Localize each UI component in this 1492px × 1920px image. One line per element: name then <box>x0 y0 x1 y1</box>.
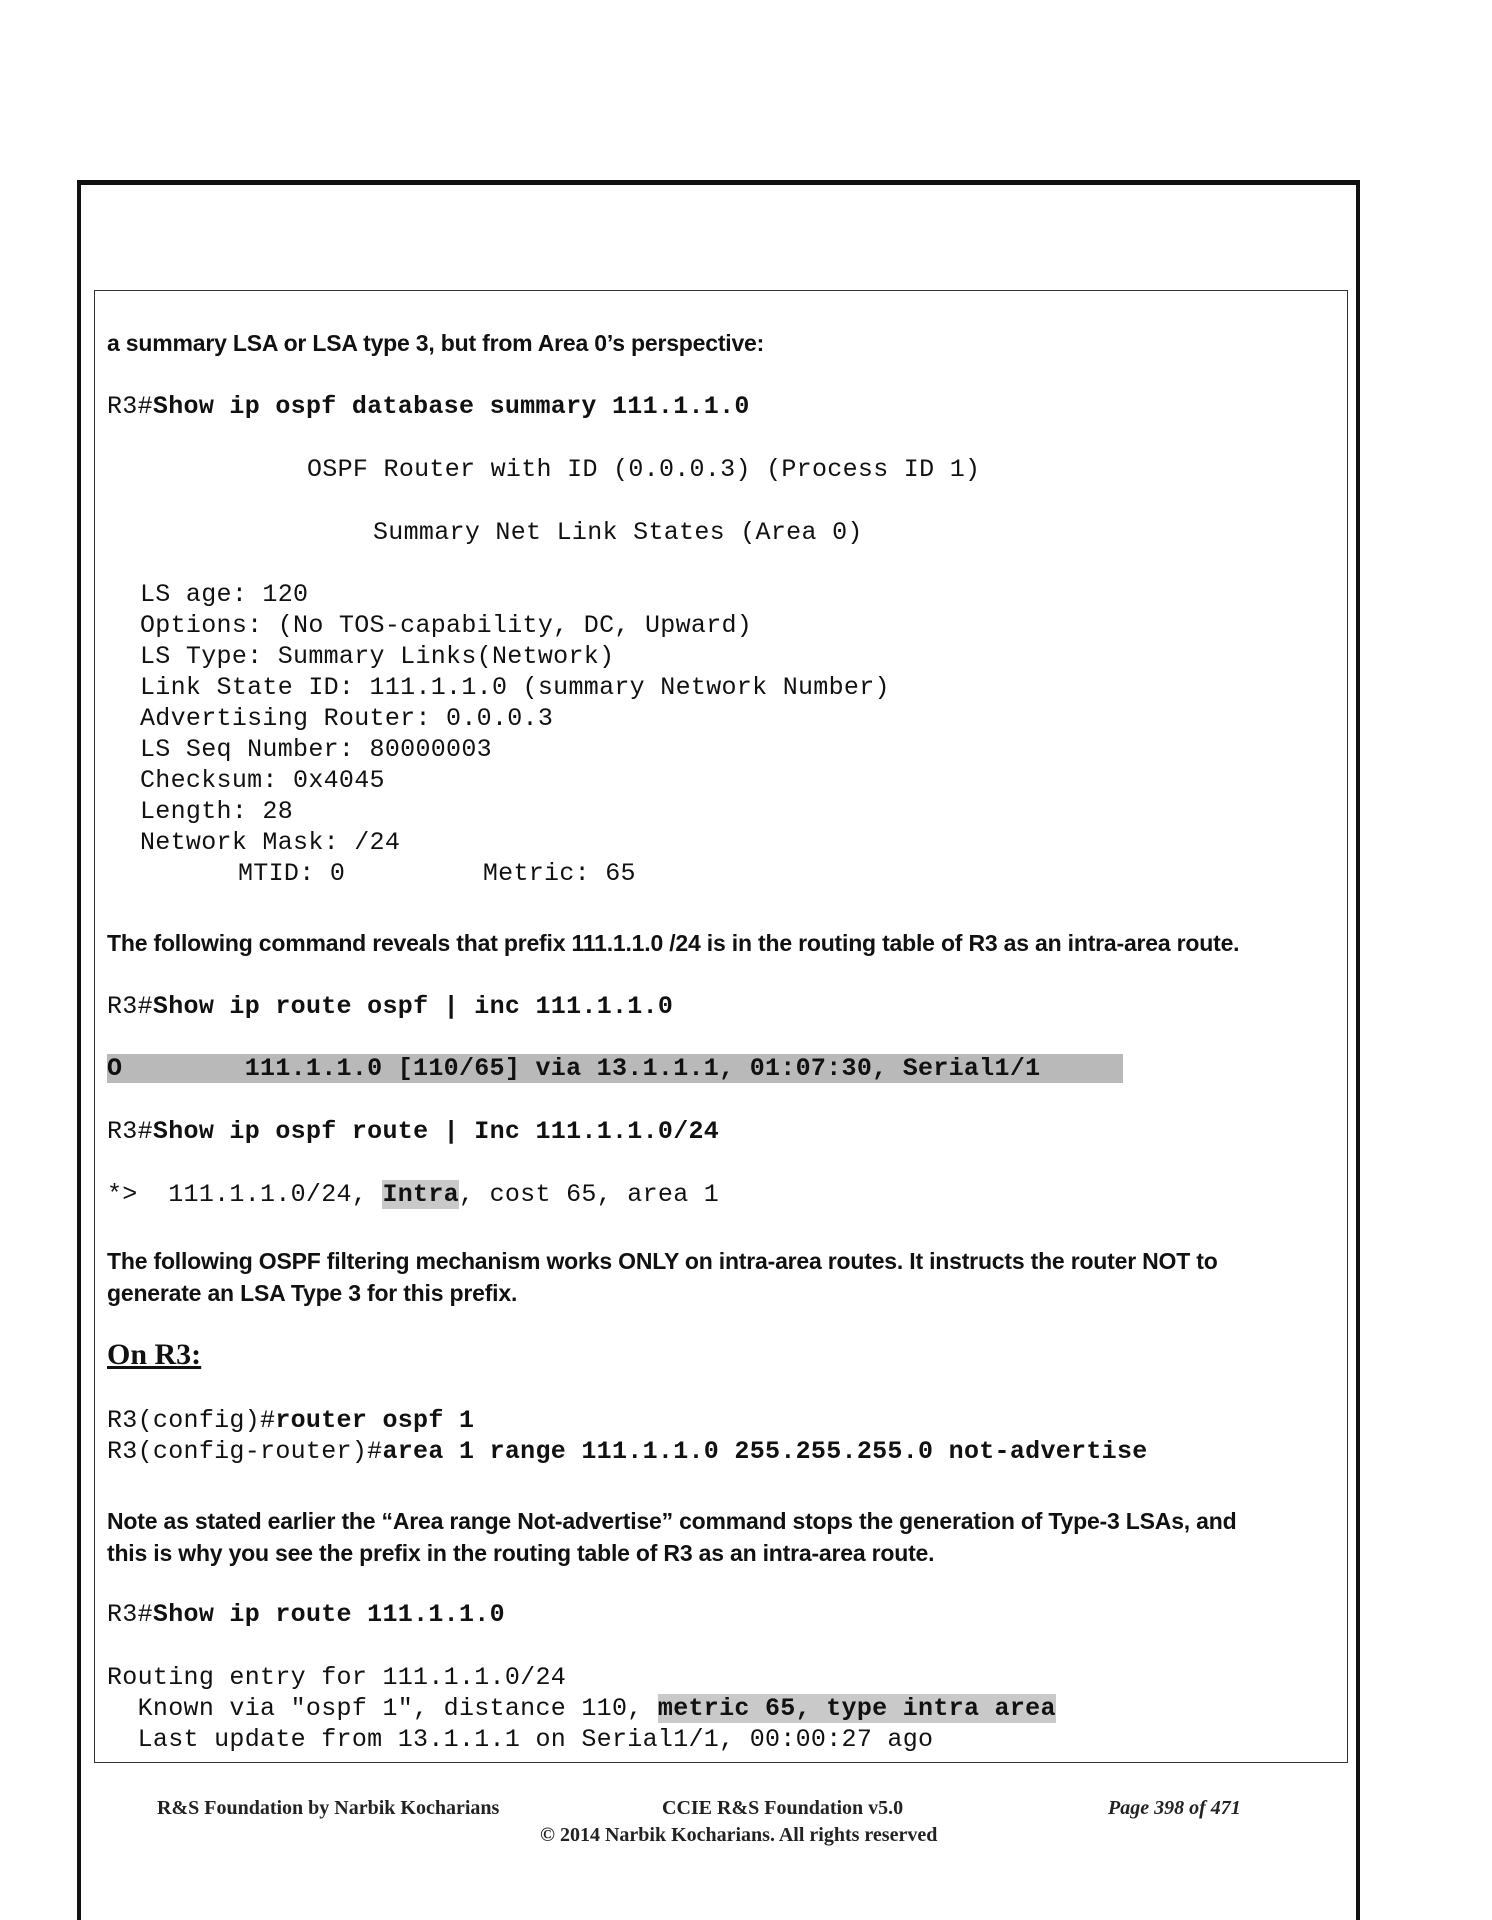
lsa-field: Checksum: 0x4045 <box>140 766 385 795</box>
paragraph-intra-area: The following command reveals that prefix 111.1.1.0 /24 is in the routing table of R3 as an intra-area route. <box>107 930 1240 956</box>
route-type-highlight: Intra <box>382 1180 459 1209</box>
command-text: Show ip ospf database summary 111.1.1.0 <box>152 392 750 421</box>
metric-type-highlight: metric 65, type intra area <box>657 1694 1056 1723</box>
prompt: R3# <box>107 392 153 421</box>
footer-title: CCIE R&S Foundation v5.0 <box>662 1797 904 1819</box>
route-prefix: *> 111.1.1.0/24, <box>107 1180 383 1209</box>
routing-entry: Routing entry for 111.1.1.0/24 <box>107 1663 567 1692</box>
ospf-router-header: OSPF Router with ID (0.0.0.3) (Process ID 1) <box>307 455 981 484</box>
footer-page-number <box>1108 1797 1241 1820</box>
lsa-field: Length: 28 <box>140 797 294 826</box>
prompt: R3(config-router)# <box>107 1437 383 1466</box>
page-label: Page 398 of 471 <box>1108 1797 1241 1819</box>
command-line <box>107 1600 505 1629</box>
prompt: R3# <box>107 1600 153 1629</box>
config-line <box>107 1406 474 1435</box>
footer-copyright: © 2014 Narbik Kocharians. All rights reserved <box>540 1824 938 1846</box>
paragraph-note-cont: this is why you see the prefix in the routing table of R3 as an intra-area route. <box>107 1540 935 1566</box>
summary-net-header: Summary Net Link States (Area 0) <box>373 518 863 547</box>
lsa-field: Options: (No TOS-capability, DC, Upward) <box>140 611 753 640</box>
section-heading: On R3: <box>107 1338 202 1371</box>
footer-author: R&S Foundation by Narbik Kocharians <box>157 1797 500 1819</box>
lsa-field: Network Mask: /24 <box>140 828 401 857</box>
command-text: router ospf 1 <box>275 1406 475 1435</box>
command-line <box>107 992 673 1021</box>
lsa-field: Advertising Router: 0.0.0.3 <box>140 704 554 733</box>
command-text: area 1 range 111.1.1.0 255.255.255.0 not-advertise <box>382 1437 1148 1466</box>
prompt: R3# <box>107 992 153 1021</box>
paragraph-filtering-cont: generate an LSA Type 3 for this prefix. <box>107 1280 518 1306</box>
paragraph-filtering: The following OSPF filtering mechanism works ONLY on intra-area routes. It instructs the router NOT to <box>107 1248 1218 1274</box>
ospf-route-output <box>107 1180 719 1209</box>
command-text: Show ip route 111.1.1.0 <box>152 1600 505 1629</box>
known-via-text: Known via "ospf 1", distance 110, <box>107 1694 658 1723</box>
known-via-line <box>107 1694 1056 1723</box>
config-line <box>107 1437 1148 1466</box>
prompt: R3# <box>107 1117 153 1146</box>
command-line <box>107 1117 719 1146</box>
lsa-field: LS Seq Number: 80000003 <box>140 735 492 764</box>
command-text: Show ip route ospf | inc 111.1.1.0 <box>152 992 674 1021</box>
paragraph-note: Note as stated earlier the “Area range Not-advertise” command stops the generation of Type-3 LSAs, and <box>107 1508 1237 1534</box>
command-text: Show ip ospf route | Inc 111.1.1.0/24 <box>152 1117 720 1146</box>
prompt: R3(config)# <box>107 1406 276 1435</box>
intro-text: a summary LSA or LSA type 3, but from Area 0’s perspective: <box>107 330 765 356</box>
lsa-field: Link State ID: 111.1.1.0 (summary Network Number) <box>140 673 890 702</box>
last-update-line: Last update from 13.1.1.1 on Serial1/1, 00:00:27 ago <box>107 1725 934 1754</box>
route-output-highlighted: O 111.1.1.0 [110/65] via 13.1.1.1, 01:07:30, Serial1/1 <box>107 1054 1123 1083</box>
lsa-field: LS age: 120 <box>140 580 309 609</box>
route-rest: , cost 65, area 1 <box>458 1180 720 1209</box>
command-line <box>107 392 750 421</box>
lsa-field: LS Type: Summary Links(Network) <box>140 642 615 671</box>
mtid-metric-line: MTID: 0 Metric: 65 <box>238 859 636 888</box>
